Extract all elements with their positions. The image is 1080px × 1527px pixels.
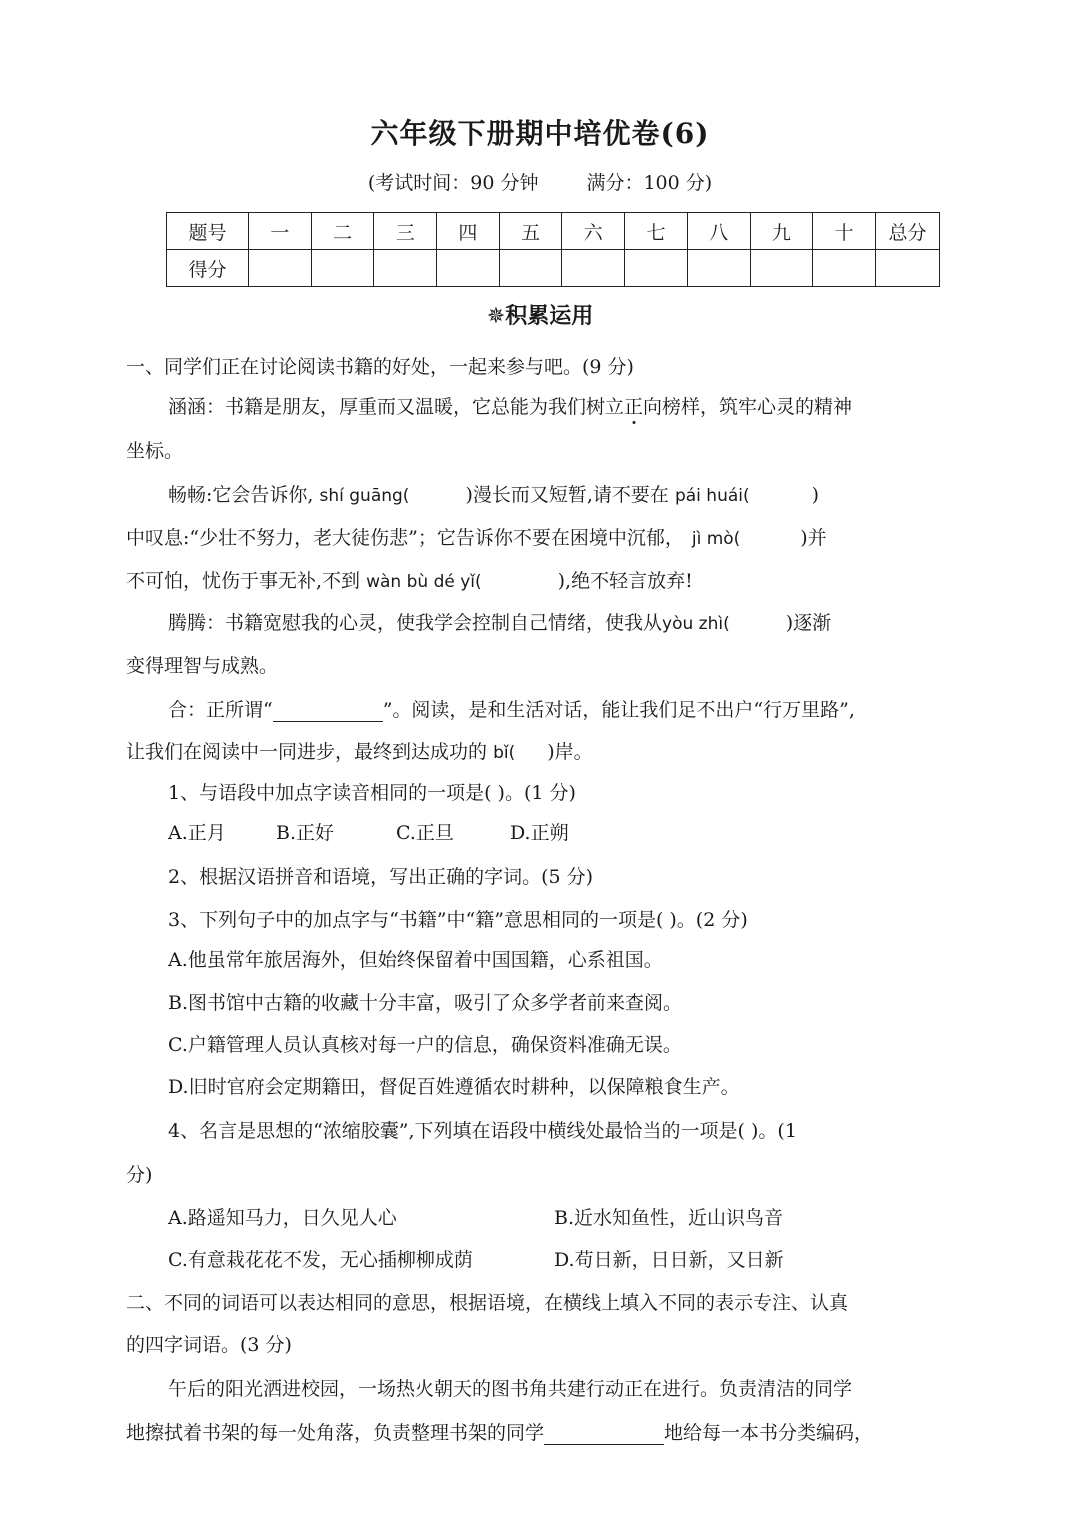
exam-info	[0, 168, 1080, 195]
tengteng-line-2: 变得理智与成熟。	[126, 655, 279, 677]
table-cell: 四	[437, 213, 500, 250]
he-line-1: 合：正所谓“ ”。阅读，是和生活对话，能让我们足不出户“行万里路”,	[168, 699, 855, 721]
table-cell: 一	[249, 213, 312, 250]
sub-question-1-options	[168, 818, 569, 845]
changchang-line-3: 不可怕，忧伤于事无补,不到 wàn bù dé yǐ( ),绝不轻言放弃!	[126, 570, 693, 592]
sub-question-3-option-b[interactable]: B.图书馆中古籍的收藏十分丰富，吸引了众多学者前来查阅。	[168, 992, 683, 1014]
question-2-title: 二、不同的词语可以表达相同的意思，根据语境，在横线上填入不同的表示专注、认真	[126, 1292, 849, 1314]
score-input-cell[interactable]	[374, 250, 437, 287]
sub-question-3-option-c[interactable]: C.户籍管理人员认真核对每一户的信息，确保资料准确无误。	[168, 1034, 682, 1056]
table-cell: 六	[562, 213, 625, 250]
option-d[interactable]: D.正朔	[510, 822, 569, 844]
page-title: 六年级下册期中培优卷(6)	[370, 117, 710, 150]
exam-time: (考试时间：90 分钟	[367, 172, 539, 194]
sub-question-4-cont: 分)	[126, 1164, 153, 1186]
score-input-cell[interactable]	[249, 250, 312, 287]
sub-question-4-option-a[interactable]: A.路遥知马力，日久见人心	[168, 1207, 397, 1229]
sub-question-4-option-c[interactable]: C.有意栽花花不发，无心插柳柳成荫	[168, 1249, 473, 1271]
score-input-cell[interactable]	[625, 250, 688, 287]
sub-question-3-option-a[interactable]: A.他虽常年旅居海外，但始终保留着中国国籍，心系祖国。	[168, 949, 663, 971]
he-line-2: 让我们在阅读中一同进步，最终到达成功的 bǐ( )岸。	[126, 741, 593, 763]
pinyin-shiguang: shí guāng(	[319, 486, 410, 506]
score-table-header-row	[167, 213, 940, 250]
score-input-cell[interactable]	[813, 250, 876, 287]
option-c[interactable]: C.正旦	[396, 822, 454, 844]
full-score: 满分：100 分)	[586, 172, 713, 194]
sub-question-1: 1、与语段中加点字读音相同的一项是( )。(1 分)	[168, 782, 576, 804]
score-table	[166, 212, 940, 287]
question-2-paragraph-2: 地擦拭着书架的每一处角落，负责整理书架的同学 地给每一本书分类编码，	[126, 1422, 874, 1444]
table-cell: 二	[311, 213, 374, 250]
changchang-line-2: 中叹息:“少壮不努力，老大徒伤悲”；它告诉你不要在困境中沉郁， jì mò( )并	[126, 527, 827, 549]
table-cell: 三	[374, 213, 437, 250]
score-input-cell[interactable]	[876, 250, 940, 287]
hanhan-line-2: 坐标。	[126, 440, 184, 462]
table-cell: 题号	[167, 213, 249, 250]
table-cell: 九	[750, 213, 813, 250]
sub-question-2: 2、根据汉语拼音和语境，写出正确的字词。(5 分)	[168, 866, 594, 888]
dotted-char: 正	[624, 396, 644, 418]
question-1-title: 一、同学们正在讨论阅读书籍的好处，一起来参与吧。(9 分)	[126, 356, 634, 378]
table-cell: 得分	[167, 250, 249, 287]
table-cell: 总分	[876, 213, 940, 250]
score-table-score-row	[167, 250, 940, 287]
pinyin-jimo: jì mò(	[691, 529, 741, 549]
table-cell: 七	[625, 213, 688, 250]
table-cell: 十	[813, 213, 876, 250]
score-input-cell[interactable]	[750, 250, 813, 287]
pinyin-wanbudeyi: wàn bù dé yǐ(	[366, 572, 482, 592]
score-input-cell[interactable]	[311, 250, 374, 287]
answer-blank[interactable]	[544, 1422, 664, 1445]
score-input-cell[interactable]	[499, 250, 562, 287]
option-b[interactable]: B.正好	[276, 822, 335, 844]
table-cell: 五	[499, 213, 562, 250]
score-input-cell[interactable]	[562, 250, 625, 287]
score-input-cell[interactable]	[437, 250, 500, 287]
section-title: ✵积累运用	[486, 304, 594, 329]
question-2-paragraph-1: 午后的阳光洒进校园，一场热火朝天的图书角共建行动正在进行。负责清洁的同学	[168, 1378, 853, 1400]
changchang-line-1: 畅畅:它会告诉你, shí guāng( )漫长而又短暂,请不要在 pái huái( )	[168, 484, 820, 506]
answer-blank[interactable]	[273, 699, 383, 722]
pinyin-bi: bǐ(	[493, 743, 516, 763]
table-cell: 八	[687, 213, 750, 250]
sub-question-4: 4、名言是思想的“浓缩胶囊”,下列填在语段中横线处最恰当的一项是( )。(1	[168, 1120, 797, 1142]
score-input-cell[interactable]	[687, 250, 750, 287]
tengteng-line-1: 腾腾：书籍宽慰我的心灵，使我学会控制自己情绪，使我从yòu zhì( )逐渐	[168, 612, 832, 634]
option-a[interactable]: A.正月	[168, 822, 226, 844]
hanhan-line-1: 涵涵：书籍是朋友，厚重而又温暖，它总能为我们树立正向榜样，筑牢心灵的精神	[168, 396, 853, 418]
sub-question-4-option-d[interactable]: D.苟日新，日日新，又日新	[554, 1249, 784, 1271]
pinyin-paihuai: pái huái(	[674, 486, 750, 506]
sub-question-3: 3、下列句子中的加点字与“书籍”中“籍”意思相同的一项是( )。(2 分)	[168, 909, 748, 931]
sub-question-3-option-d[interactable]: D.旧时官府会定期籍田，督促百姓遵循农时耕种，以保障粮食生产。	[168, 1076, 740, 1098]
question-2-title-cont: 的四字词语。(3 分)	[126, 1334, 292, 1356]
sub-question-4-option-b[interactable]: B.近水知鱼性，近山识鸟音	[554, 1207, 784, 1229]
pinyin-youzhi: yòu zhì(	[662, 614, 730, 634]
